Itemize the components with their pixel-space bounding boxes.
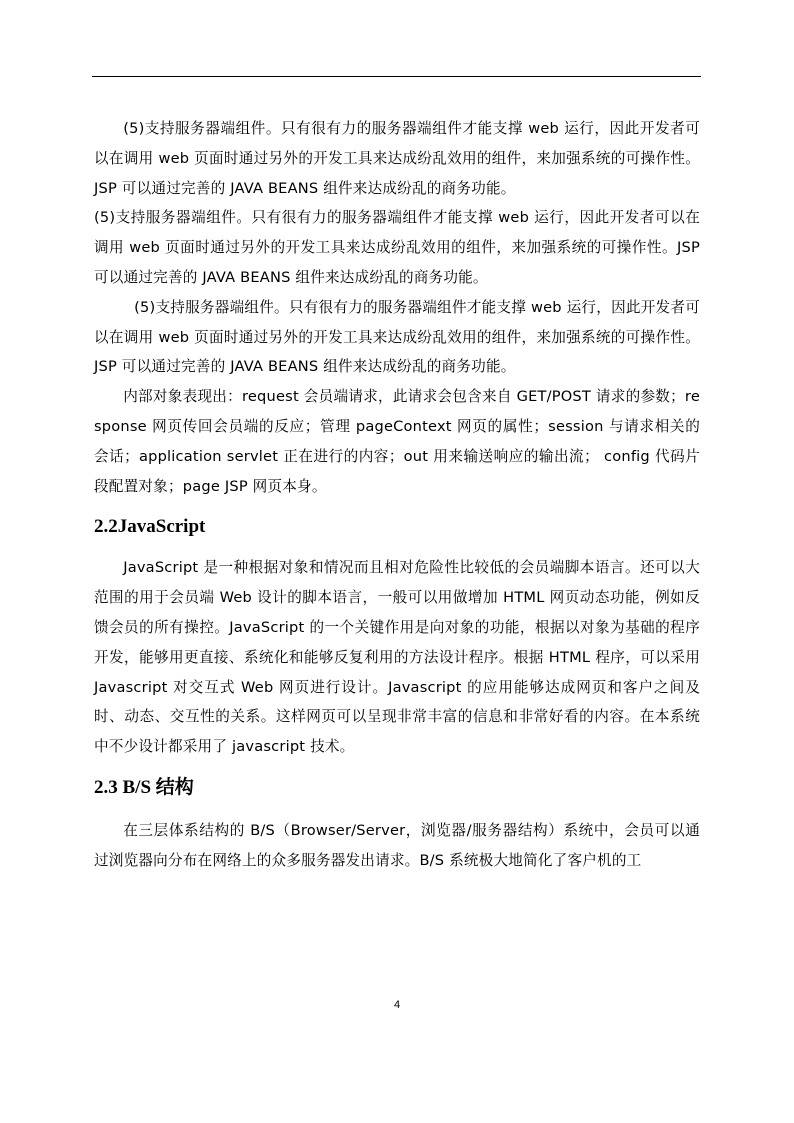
paragraph-bs-structure: 在三层体系结构的 B/S（Browser/Server，浏览器/服务器结构）系统中，会员可以通过浏览器向分布在网络上的众多服务器发出请求。B/S 系统极大地简化了客户机的工 (94, 821, 700, 869)
paragraph-internal-objects: 内部对象表现出：request 会员端请求，此请求会包含来自 GET/POST 请求的参数；response 网页传回会员端的反应；管理 pageContext 网页的属性；session 与请求相关的会话；application servlet 正在进行的内容；out 用来输送响应的输出流； config 代码片段配置对象；page JSP 网页本身。 (94, 388, 700, 495)
paragraph-javascript: JavaScript 是一种根据对象和情况而且相对危险性比较低的会员端脚本语言。还可以大范围的用于会员端 Web 设计的脚本语言，一般可以用做增加 HTML 网页动态功能，例如反馈会员的所有操控。JavaScript 的一个关键作用是向对象的功能，根据以对象为基础的程序开发，能够用更直接、系统化和能够反复利用的方法设计程序。根据 HTML 程序，可以采用 Javascript 对交互式 Web 网页进行设计。Javascript 的应用能够达成网页和客户之间及时、动态、交互性的关系。这样网页可以呈现非常丰富的信息和非常好看的内容。在本系统中不少设计都采用了 javascript 技术。 (94, 559, 700, 756)
section-heading-javascript: 2.2JavaScript (94, 516, 206, 538)
paragraph-server-components-1: (5)支持服务器端组件。只有很有力的服务器端组件才能支撑 web 运行，因此开发者可以在调用 web 页面时通过另外的开发工具来达成纷乱效用的组件，来加强系统的可操作性。JSP 可以通过完善的 JAVA BEANS 组件来达成纷乱的商务功能。 (94, 120, 700, 197)
section-heading-bs-structure: 2.3 B/S 结构 (94, 776, 194, 798)
page-number: 4 (393, 999, 401, 1011)
paragraph-server-components-3: (5)支持服务器端组件。只有很有力的服务器端组件才能支撑 web 运行，因此开发者可以在调用 web 页面时通过另外的开发工具来达成纷乱效用的组件，来加强系统的可操作性。JSP 可以通过完善的 JAVA BEANS 组件来达成纷乱的商务功能。 (94, 298, 700, 376)
paragraph-server-components-2: (5)支持服务器端组件。只有很有力的服务器端组件才能支撑 web 运行，因此开发者可以在调用 web 页面时通过另外的开发工具来达成纷乱效用的组件，来加强系统的可操作性。JSP 可以通过完善的 JAVA BEANS 组件来达成纷乱的商务功能。 (94, 209, 700, 286)
page-body (94, 114, 700, 876)
header-rule (92, 76, 701, 77)
